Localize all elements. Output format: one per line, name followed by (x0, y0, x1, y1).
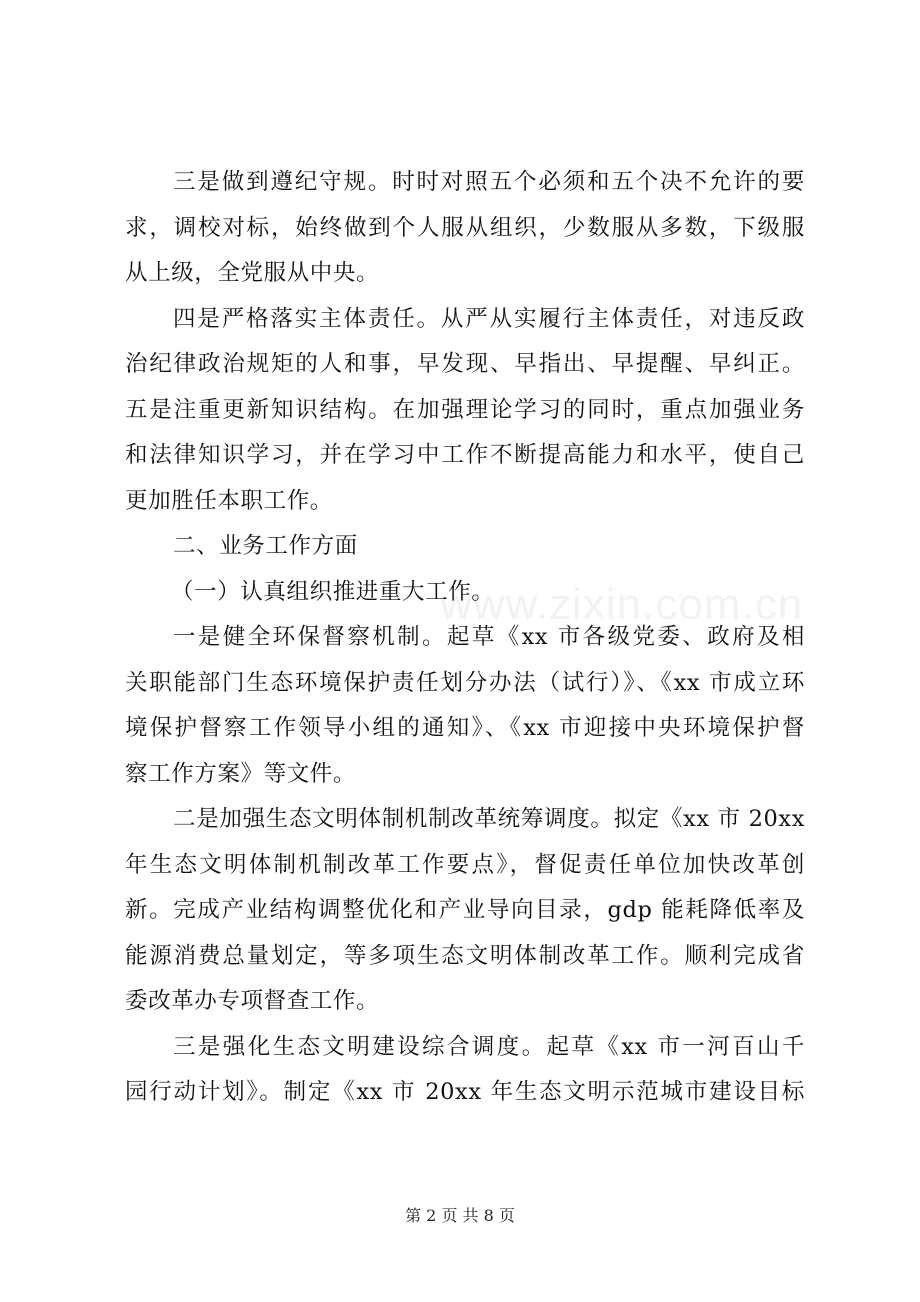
paragraph-line: 能源消费总量划定，等多项生态文明体制改革工作。顺利完成省 (125, 942, 805, 969)
paragraph-line: 三是做到遵纪守规。时时对照五个必须和五个决不允许的要 (173, 169, 805, 195)
paragraph-line: 求，调校对标，始终做到个人服从组织，少数服从多数，下级服 (125, 214, 805, 241)
paragraph-line: 一是健全环保督察机制。起草《xx 市各级党委、政府及相 (173, 624, 805, 650)
paragraph-line: 二是加强生态文明体制机制改革统筹调度。拟定《xx 市 20xx (173, 806, 805, 832)
paragraph-line: 关职能部门生态环境保护责任划分办法（试行）》、《xx 市成立环 (125, 669, 805, 696)
paragraph-line: 新。完成产业结构调整优化和产业导向目录，gdp 能耗降低率及 (125, 897, 805, 923)
paragraph-line: 治纪律政治规矩的人和事，早发现、早指出、早提醒、早纠正。 (125, 351, 805, 377)
paragraph-line: 境保护督察工作领导小组的通知》、《xx 市迎接中央环境保护督 (125, 715, 805, 741)
paragraph-line: 园行动计划》。制定《xx 市 20xx 年生态文明示范城市建设目标 (125, 1079, 805, 1105)
subsection-heading: （一）认真组织推进重大工作。 (171, 578, 495, 605)
paragraph-line: 四是严格落实主体责任。从严从实履行主体责任，对违反政 (173, 305, 805, 332)
paragraph-line: 五是注重更新知识结构。在加强理论学习的同时，重点加强业务 (125, 396, 805, 423)
watermark: www.zixin.com.cn (440, 580, 804, 629)
paragraph-line: 察工作方案》等文件。 (125, 760, 357, 787)
page-number: 第 2 页 共 8 页 (405, 1206, 515, 1225)
paragraph-line: 年生态文明体制机制改革工作要点》，督促责任单位加快改革创 (125, 851, 805, 878)
document-body (125, 160, 805, 1116)
paragraph-line: 从上级，全党服从中央。 (125, 260, 380, 286)
paragraph-line: 和法律知识学习，并在学习中工作不断提高能力和水平，使自己 (125, 442, 805, 468)
paragraph-line: 更加胜任本职工作。 (125, 487, 333, 514)
page-footer (0, 1203, 920, 1226)
paragraph-line: 三是强化生态文明建设综合调度。起草《xx 市一河百山千 (173, 1033, 805, 1060)
section-heading: 二、业务工作方面 (173, 533, 358, 559)
paragraph-line: 委改革办专项督查工作。 (125, 988, 380, 1014)
